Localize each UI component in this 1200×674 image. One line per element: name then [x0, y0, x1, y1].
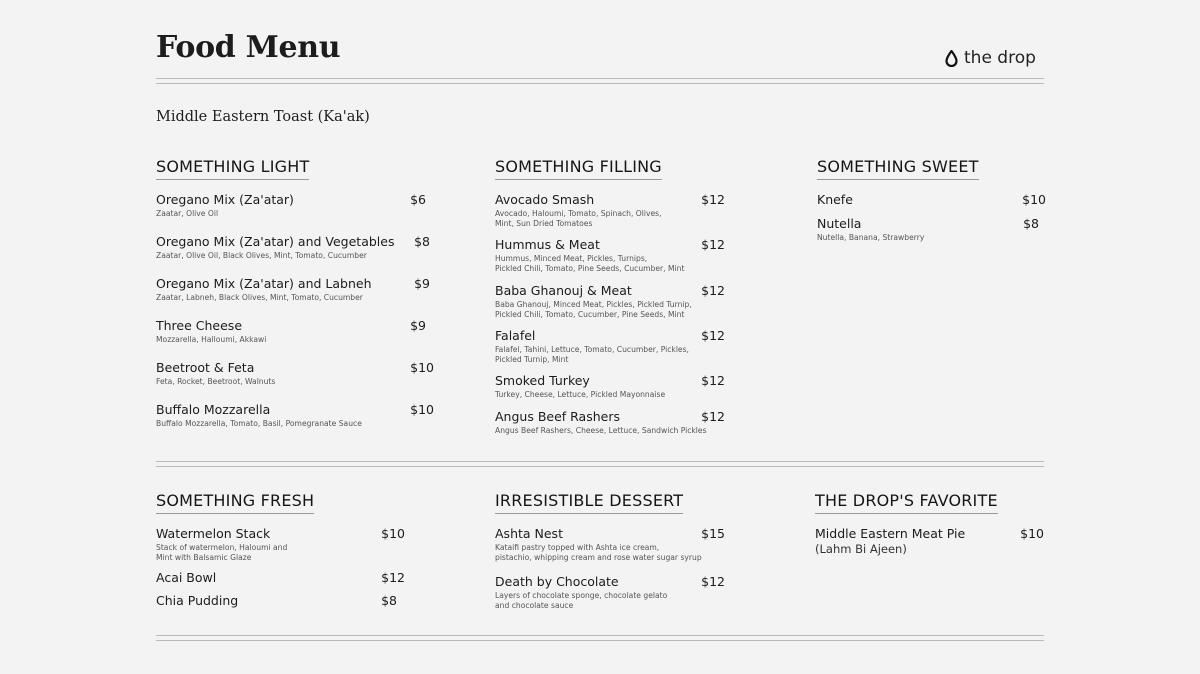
item-description: Zaatar, Olive Oil, Black Olives, Mint, Tomato, Cucumber: [156, 251, 367, 260]
item-name: Hummus & Meat: [495, 237, 600, 252]
item-price: $10: [1020, 526, 1044, 541]
menu-item: [817, 192, 1046, 216]
item-name: Acai Bowl: [156, 570, 217, 585]
item-price: $15: [701, 526, 725, 541]
item-price: $10: [381, 526, 405, 541]
brand-logo: [945, 48, 1036, 68]
menu-item: [495, 283, 725, 328]
item-price: $9: [410, 318, 426, 333]
item-name: Chia Pudding: [156, 593, 239, 608]
page-title: Food Menu: [156, 30, 341, 65]
item-description: Turkey, Cheese, Lettuce, Pickled Mayonnaise: [495, 390, 666, 399]
item-description: Baba Ghanouj, Minced Meat, Pickles, Pickled Turnip, Pickled Chili, Tomato, Cucumber, Pine Seeds, Mint: [495, 300, 692, 319]
section-title: SOMETHING LIGHT: [156, 157, 309, 180]
section-title: SOMETHING FILLING: [495, 157, 662, 180]
item-description: Stack of watermelon, Haloumi and Mint with Balsamic Glaze: [156, 543, 288, 562]
item-name: Oregano Mix (Za'atar): [156, 192, 294, 207]
item-subname: (Lahm Bi Ajeen): [815, 542, 907, 556]
section-the-drops-favorite: [815, 491, 1044, 566]
menu-items: [156, 192, 434, 444]
menu-item: [495, 373, 725, 409]
section-divider: [156, 461, 1044, 467]
menu-item: [156, 570, 405, 593]
menu-items: [817, 192, 1046, 246]
section-title: IRRESISTIBLE DESSERT: [495, 491, 683, 514]
item-name: Oregano Mix (Za'atar) and Labneh: [156, 276, 372, 291]
item-price: $6: [410, 192, 426, 207]
section-something-fresh: [156, 491, 405, 616]
item-description: Zaatar, Olive Oil: [156, 209, 219, 218]
item-name: Nutella: [817, 216, 862, 231]
item-name: Three Cheese: [156, 318, 243, 333]
item-name: Ashta Nest: [495, 526, 563, 541]
item-description: Zaatar, Labneh, Black Olives, Mint, Tomato, Cucumber: [156, 293, 363, 302]
item-name: Middle Eastern Meat Pie: [815, 526, 966, 541]
section-title: SOMETHING SWEET: [817, 157, 979, 180]
item-name: Angus Beef Rashers: [495, 409, 620, 424]
menu-item: [495, 574, 725, 614]
item-description: Feta, Rocket, Beetroot, Walnuts: [156, 377, 276, 386]
menu-item: [156, 234, 434, 276]
item-description: Mozzarella, Halloumi, Akkawi: [156, 335, 267, 344]
item-price: $12: [381, 570, 405, 585]
menu-item: [495, 409, 725, 439]
item-price: $8: [1023, 216, 1039, 231]
menu-item: [156, 402, 434, 444]
item-name: Buffalo Mozzarella: [156, 402, 271, 417]
footer-divider: [156, 635, 1044, 641]
item-name: Baba Ghanouj & Meat: [495, 283, 632, 298]
item-description: Buffalo Mozzarella, Tomato, Basil, Pomegranate Sauce: [156, 419, 362, 428]
item-name: Beetroot & Feta: [156, 360, 255, 375]
section-something-filling: [495, 157, 725, 439]
menu-item: [495, 192, 725, 237]
header-divider: [156, 78, 1044, 84]
menu-subtitle: Middle Eastern Toast (Ka'ak): [156, 109, 370, 125]
item-name: Smoked Turkey: [495, 373, 590, 388]
item-description: Hummus, Minced Meat, Pickles, Turnips, Pickled Chili, Tomato, Pine Seeds, Cucumber, Mint: [495, 254, 685, 273]
item-price: $12: [701, 574, 725, 589]
menu-items: [815, 526, 1044, 566]
item-name: Death by Chocolate: [495, 574, 619, 589]
menu-item: [817, 216, 1046, 246]
item-price: $8: [381, 593, 397, 608]
item-price: $12: [701, 328, 725, 343]
menu-item: [156, 192, 434, 234]
item-price: $12: [701, 373, 725, 388]
item-description: Avocado, Haloumi, Tomato, Spinach, Olives, Mint, Sun Dried Tomatoes: [495, 209, 662, 228]
menu-item: [815, 526, 1044, 566]
item-name: Watermelon Stack: [156, 526, 271, 541]
item-name: Knefe: [817, 192, 853, 207]
item-name: Avocado Smash: [495, 192, 595, 207]
item-description: Kataifi pastry topped with Ashta ice cream, pistachio, whipping cream and rose water sugar syrup: [495, 543, 702, 562]
section-title: SOMETHING FRESH: [156, 491, 314, 514]
menu-item: [156, 318, 434, 360]
item-description: Layers of chocolate sponge, chocolate gelato and chocolate sauce: [495, 591, 668, 610]
menu-items: [495, 526, 725, 614]
menu-item: [156, 276, 434, 318]
item-description: Nutella, Banana, Strawberry: [817, 233, 925, 242]
item-price: $12: [701, 283, 725, 298]
section-irresistible-dessert: [495, 491, 725, 614]
item-price: $8: [414, 234, 430, 249]
item-price: $10: [1022, 192, 1046, 207]
section-something-sweet: [817, 157, 1046, 246]
item-description: Angus Beef Rashers, Cheese, Lettuce, Sandwich Pickles: [495, 426, 707, 435]
menu-item: [495, 237, 725, 283]
section-title: THE DROP'S FAVORITE: [815, 491, 998, 514]
item-price: $12: [701, 409, 725, 424]
item-price: $10: [410, 360, 434, 375]
drop-icon: [945, 50, 958, 67]
menu-item: [495, 526, 725, 574]
menu-item: [156, 526, 405, 570]
menu-items: [156, 526, 405, 616]
menu-item: [156, 593, 405, 616]
item-name: Oregano Mix (Za'atar) and Vegetables: [156, 234, 395, 249]
item-name: Falafel: [495, 328, 536, 343]
menu-items: [495, 192, 725, 439]
section-something-light: [156, 157, 434, 444]
item-price: $12: [701, 237, 725, 252]
menu-item: [156, 360, 434, 402]
item-price: $12: [701, 192, 725, 207]
brand-name: the drop: [964, 48, 1036, 68]
item-description: Falafel, Tahini, Lettuce, Tomato, Cucumber, Pickles, Pickled Turnip, Mint: [495, 345, 689, 364]
item-price: $10: [410, 402, 434, 417]
item-price: $9: [414, 276, 430, 291]
menu-item: [495, 328, 725, 373]
